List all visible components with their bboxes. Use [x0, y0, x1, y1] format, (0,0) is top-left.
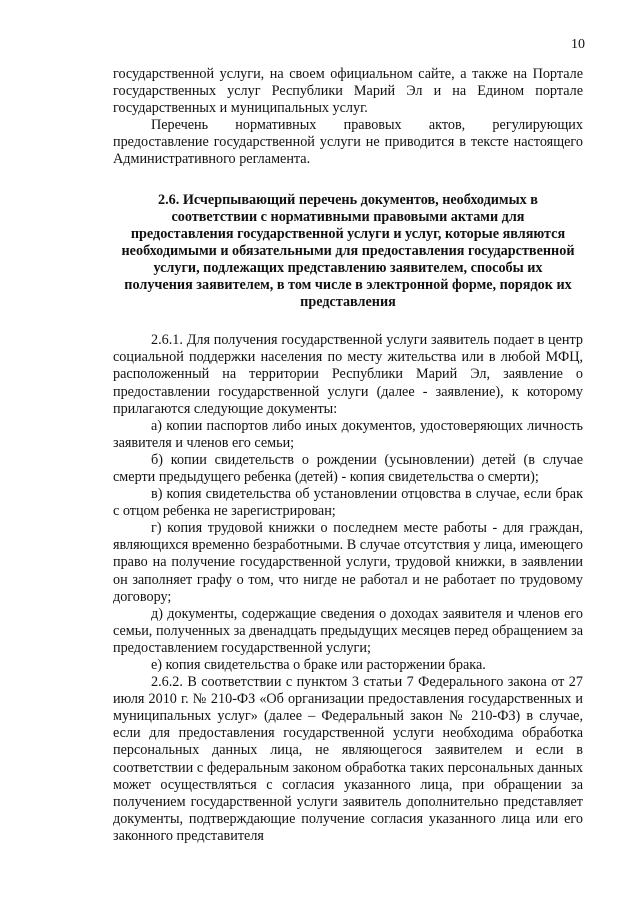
body-paragraph: 2.6.2. В соответствии с пунктом 3 статьи 7 Федерального закона от 27 июля 2010 г. № 210-ФЗ «Об организации предоставления государственных и муниципальных услуг» (далее – Федеральный закон № 210-ФЗ) в случае, если для предоставления государственной услуги необходима обработка персональных данных лица, не являющегося заявителем и если в соответствии с федеральным законом обработка таких персональных данных может осуществляться с согласия указанного лица, при обращении за получением государственной услуги заявитель дополнительно представляет документы, подтверждающие получение согласия указанного лица или его законного представителя	[113, 674, 583, 844]
document-body	[113, 66, 583, 845]
intro-paragraph: Перечень нормативных правовых актов, регулирующих предоставление государственной услуги не приводится в тексте настоящего Административного регламента.	[113, 117, 583, 168]
list-item: в) копия свидетельства об установлении отцовства в случае, если брак с отцом ребенка не зарегистрирован;	[113, 486, 583, 520]
list-item: б) копии свидетельств о рождении (усыновлении) детей (в случае смерти предыдущего ребенка (детей) - копия свидетельства о смерти);	[113, 451, 583, 485]
page-number: 10	[571, 37, 585, 52]
list-item: д) документы, содержащие сведения о доходах заявителя и членов его семьи, полученных за двенадцать предыдущих месяцев перед обращением за предоставлением государственной услуги;	[113, 605, 583, 656]
list-item: г) копия трудовой книжки о последнем месте работы - для граждан, являющихся временно безработными. В случае отсутствия у лица, имеющего право на получение государственной услуги, трудовой книжки, в заявлении он заполняет графу о том, что нигде не работал и не работает по трудовому договору;	[113, 520, 583, 605]
list-item: а) копии паспортов либо иных документов, удостоверяющих личность заявителя и членов его семьи;	[113, 417, 583, 451]
list-item: е) копия свидетельства о браке или расторжении брака.	[151, 657, 486, 673]
intro-paragraph: государственной услуги, на своем официальном сайте, а также на Портале государственных услуг Республики Марий Эл и на Едином портале государственных и муниципальных услуг.	[113, 66, 583, 117]
body-paragraph: 2.6.1. Для получения государственной услуги заявитель подает в центр социальной поддержки населения по месту жительства или в любой МФЦ, расположенный на территории Республики Марий Эл, заявление о предоставлении государственной услуги (далее - заявление), к которому прилагаются следующие документы:	[113, 332, 583, 417]
section-heading: 2.6. Исчерпывающий перечень документов, необходимых в соответствии с нормативными правовыми актами для предоставления государственной услуги и услуг, которые являются необходимыми и обязательными для предоставления государственной услуги, подлежащих представлению заявителем, способы их получения заявителем, в том числе в электронной форме, порядок их представления	[121, 191, 575, 311]
